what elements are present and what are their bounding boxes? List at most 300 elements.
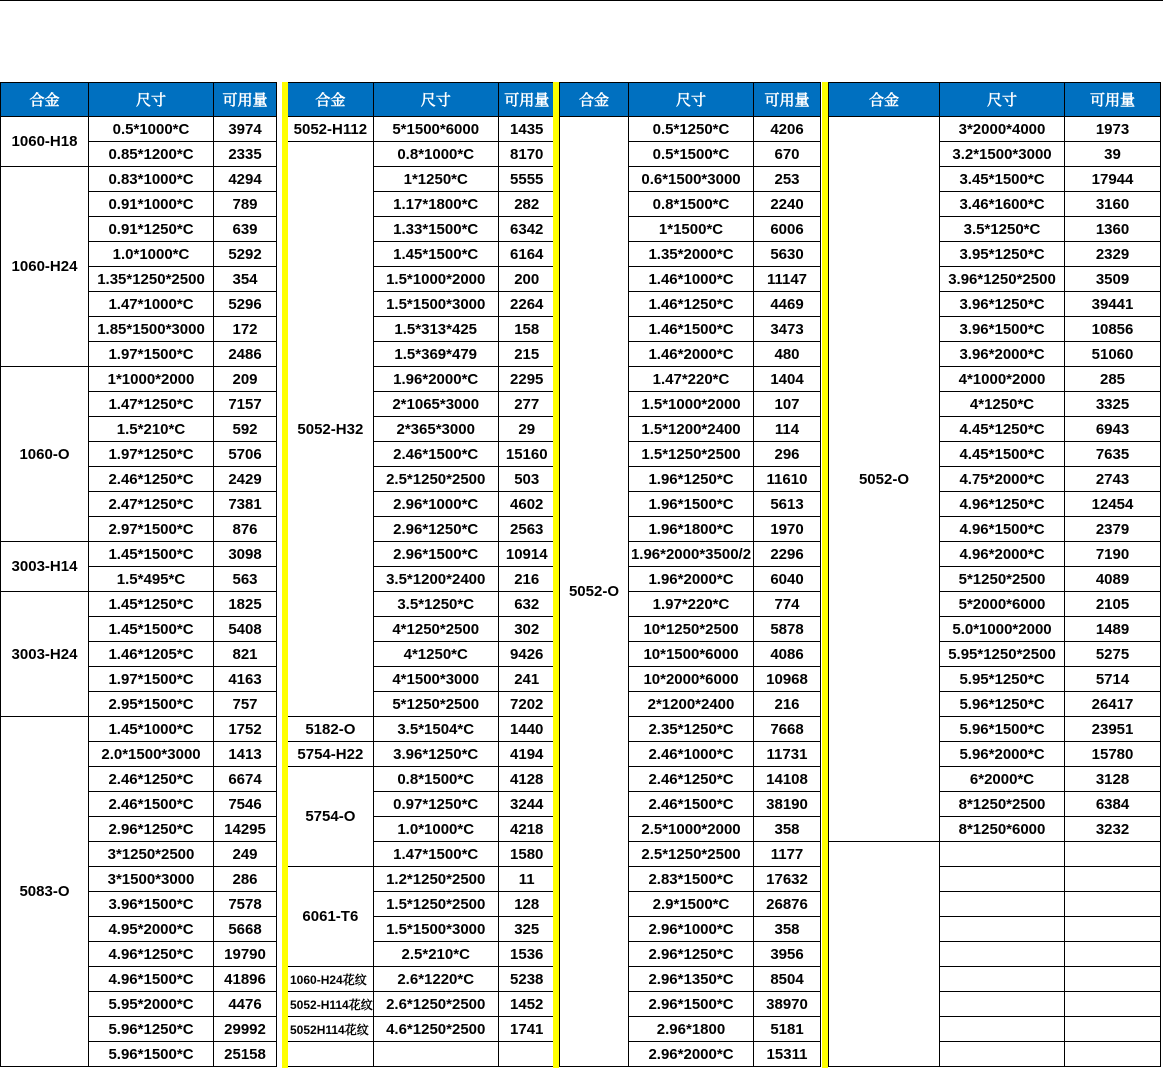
size-cell: 1.45*1500*C [89, 617, 214, 642]
size-cell: 5*2000*6000 [940, 592, 1065, 617]
size-cell: 4*1250*C [373, 642, 498, 667]
size-cell: 4*1250*2500 [373, 617, 498, 642]
quantity-cell: 29 [498, 417, 555, 442]
size-cell: 1.17*1800*C [373, 192, 498, 217]
size-cell: 1.5*1250*2500 [373, 892, 498, 917]
size-cell: 2.96*1500*C [373, 542, 498, 567]
alloy-cell: 5052H114花纹 [288, 1017, 374, 1042]
size-cell: 2*1200*2400 [629, 692, 754, 717]
quantity-cell: 2264 [498, 292, 555, 317]
quantity-cell: 1452 [498, 992, 555, 1017]
quantity-cell: 39441 [1065, 292, 1161, 317]
column-separator-1 [282, 82, 288, 1068]
quantity-cell: 6384 [1065, 792, 1161, 817]
quantity-cell: 4294 [214, 167, 277, 192]
size-cell: 1.97*1500*C [89, 342, 214, 367]
size-cell: 3.5*1200*2400 [373, 567, 498, 592]
quantity-cell: 3974 [214, 117, 277, 142]
quantity-cell: 5408 [214, 617, 277, 642]
size-cell: 2*1065*3000 [373, 392, 498, 417]
quantity-cell: 285 [1065, 367, 1161, 392]
quantity-cell: 114 [754, 417, 821, 442]
quantity-cell: 38190 [754, 792, 821, 817]
quantity-cell: 1489 [1065, 617, 1161, 642]
quantity-cell: 23951 [1065, 717, 1161, 742]
alloy-cell: 1060-H24 [1, 167, 89, 367]
quantity-cell: 1741 [498, 1017, 555, 1042]
alloy-cell: 5052-O [560, 117, 629, 1067]
size-cell: 3.96*1250*C [373, 742, 498, 767]
quantity-cell: 1825 [214, 592, 277, 617]
size-cell [940, 1017, 1065, 1042]
quantity-cell: 1970 [754, 517, 821, 542]
quantity-cell: 4128 [498, 767, 555, 792]
quantity-cell [1065, 992, 1161, 1017]
quantity-cell: 7635 [1065, 442, 1161, 467]
quantity-cell [498, 1042, 555, 1067]
size-cell: 1.47*1250*C [89, 392, 214, 417]
size-cell: 3.96*1250*C [940, 292, 1065, 317]
size-cell: 6*2000*C [940, 767, 1065, 792]
quantity-cell: 15160 [498, 442, 555, 467]
quantity-cell: 6943 [1065, 417, 1161, 442]
quantity-cell: 789 [214, 192, 277, 217]
quantity-cell: 6164 [498, 242, 555, 267]
quantity-cell: 774 [754, 592, 821, 617]
size-cell: 2.96*1250*C [629, 942, 754, 967]
size-cell: 5*1250*2500 [940, 567, 1065, 592]
size-cell: 1.35*1250*2500 [89, 267, 214, 292]
quantity-cell: 2329 [1065, 242, 1161, 267]
size-cell: 5*1500*6000 [373, 117, 498, 142]
quantity-cell: 358 [754, 817, 821, 842]
size-cell: 1.0*1000*C [89, 242, 214, 267]
quantity-cell: 5181 [754, 1017, 821, 1042]
alloy-cell [288, 1042, 374, 1067]
size-cell: 0.8*1500*C [629, 192, 754, 217]
alloy-cell: 5052-O [829, 117, 940, 842]
quantity-cell: 19790 [214, 942, 277, 967]
quantity-cell: 2429 [214, 467, 277, 492]
quantity-cell: 2743 [1065, 467, 1161, 492]
size-cell: 3.45*1500*C [940, 167, 1065, 192]
inventory-table [0, 82, 277, 1067]
size-cell: 0.83*1000*C [89, 167, 214, 192]
size-cell: 3.96*1500*C [89, 892, 214, 917]
size-cell: 2.6*1220*C [373, 967, 498, 992]
size-cell: 1.2*1250*2500 [373, 867, 498, 892]
size-cell: 3.96*2000*C [940, 342, 1065, 367]
size-cell [940, 867, 1065, 892]
quantity-cell: 241 [498, 667, 555, 692]
size-cell: 2.46*1000*C [629, 742, 754, 767]
size-cell: 4*1000*2000 [940, 367, 1065, 392]
size-cell: 0.5*1000*C [89, 117, 214, 142]
quantity-cell: 9426 [498, 642, 555, 667]
size-cell: 5.96*1500*C [940, 717, 1065, 742]
size-cell: 4.95*2000*C [89, 917, 214, 942]
size-cell: 1.5*313*425 [373, 317, 498, 342]
alloy-cell [829, 842, 940, 1067]
size-cell: 1.5*495*C [89, 567, 214, 592]
quantity-cell: 296 [754, 442, 821, 467]
quantity-cell: 5296 [214, 292, 277, 317]
table-row [829, 117, 1161, 142]
size-cell: 0.8*1000*C [373, 142, 498, 167]
size-cell: 2.46*1250*C [89, 467, 214, 492]
quantity-cell [1065, 942, 1161, 967]
quantity-cell: 2379 [1065, 517, 1161, 542]
quantity-cell: 302 [498, 617, 555, 642]
size-cell: 4.96*1250*C [940, 492, 1065, 517]
size-cell: 5*1250*2500 [373, 692, 498, 717]
size-cell: 2.96*1500*C [629, 992, 754, 1017]
header-row [829, 83, 1161, 117]
size-cell: 2.5*1250*2500 [629, 842, 754, 867]
size-cell: 3.5*1250*C [373, 592, 498, 617]
table-row [288, 1042, 556, 1067]
quantity-cell: 3473 [754, 317, 821, 342]
quantity-cell: 1536 [498, 942, 555, 967]
size-cell [940, 942, 1065, 967]
quantity-cell: 4206 [754, 117, 821, 142]
alloy-cell: 1060-O [1, 367, 89, 542]
quantity-cell: 17632 [754, 867, 821, 892]
size-cell: 2.46*1250*C [89, 767, 214, 792]
quantity-cell: 5275 [1065, 642, 1161, 667]
size-cell: 2.46*1500*C [89, 792, 214, 817]
quantity-cell: 249 [214, 842, 277, 867]
quantity-cell: 3098 [214, 542, 277, 567]
quantity-cell: 1435 [498, 117, 555, 142]
size-cell: 1.46*2000*C [629, 342, 754, 367]
quantity-cell: 38970 [754, 992, 821, 1017]
quantity-cell [1065, 842, 1161, 867]
quantity-cell: 8170 [498, 142, 555, 167]
quantity-cell: 876 [214, 517, 277, 542]
quantity-cell: 5238 [498, 967, 555, 992]
table-row [288, 717, 556, 742]
table-row [829, 842, 1161, 867]
alloy-cell: 5052-H32 [288, 142, 374, 717]
header-row [1, 83, 277, 117]
quantity-cell: 286 [214, 867, 277, 892]
quantity-cell: 1752 [214, 717, 277, 742]
quantity-cell: 7157 [214, 392, 277, 417]
size-cell: 1.96*1250*C [629, 467, 754, 492]
quantity-header: 可用量 [214, 83, 277, 117]
size-cell: 2.5*210*C [373, 942, 498, 967]
size-cell: 2.95*1500*C [89, 692, 214, 717]
size-cell: 4*1250*C [940, 392, 1065, 417]
size-cell: 2.35*1250*C [629, 717, 754, 742]
alloy-cell: 6061-T6 [288, 867, 374, 967]
quantity-cell: 10968 [754, 667, 821, 692]
alloy-cell: 3003-H24 [1, 592, 89, 717]
quantity-header: 可用量 [498, 83, 555, 117]
inventory-table [287, 82, 556, 1067]
quantity-cell: 51060 [1065, 342, 1161, 367]
quantity-cell: 107 [754, 392, 821, 417]
size-cell: 5.0*1000*2000 [940, 617, 1065, 642]
quantity-cell: 2563 [498, 517, 555, 542]
quantity-cell: 4089 [1065, 567, 1161, 592]
alloy-cell: 5754-O [288, 767, 374, 867]
quantity-cell: 358 [754, 917, 821, 942]
size-cell: 2.46*1500*C [373, 442, 498, 467]
size-cell: 1.5*1500*3000 [373, 917, 498, 942]
size-cell: 1*1000*2000 [89, 367, 214, 392]
quantity-cell: 5292 [214, 242, 277, 267]
size-cell: 2.96*2000*C [629, 1042, 754, 1067]
size-cell: 10*1500*6000 [629, 642, 754, 667]
quantity-cell: 563 [214, 567, 277, 592]
quantity-cell: 5613 [754, 492, 821, 517]
quantity-cell: 2240 [754, 192, 821, 217]
size-cell [940, 892, 1065, 917]
size-cell: 1.47*1000*C [89, 292, 214, 317]
size-cell: 2.96*1350*C [629, 967, 754, 992]
size-cell: 1.5*210*C [89, 417, 214, 442]
alloy-cell: 1060-H24花纹 [288, 967, 374, 992]
table-row [1, 542, 277, 567]
size-cell: 4.75*2000*C [940, 467, 1065, 492]
quantity-cell: 7546 [214, 792, 277, 817]
size-cell: 4.6*1250*2500 [373, 1017, 498, 1042]
quantity-cell: 216 [754, 692, 821, 717]
quantity-cell: 3509 [1065, 267, 1161, 292]
size-cell: 2.6*1250*2500 [373, 992, 498, 1017]
quantity-cell: 7381 [214, 492, 277, 517]
size-cell: 1.96*2000*3500/2 [629, 542, 754, 567]
size-cell: 1*1500*C [629, 217, 754, 242]
table-row [288, 742, 556, 767]
quantity-cell: 3244 [498, 792, 555, 817]
quantity-cell: 5706 [214, 442, 277, 467]
size-cell: 2.96*1250*C [89, 817, 214, 842]
size-cell: 0.85*1200*C [89, 142, 214, 167]
quantity-cell: 2335 [214, 142, 277, 167]
column-separator-3 [822, 82, 828, 1068]
size-cell: 1.96*2000*C [629, 567, 754, 592]
alloy-header: 合金 [560, 83, 629, 117]
alloy-cell: 5754-H22 [288, 742, 374, 767]
quantity-cell: 216 [498, 567, 555, 592]
size-header: 尺寸 [940, 83, 1065, 117]
quantity-cell: 1440 [498, 717, 555, 742]
quantity-cell: 15780 [1065, 742, 1161, 767]
quantity-cell: 3232 [1065, 817, 1161, 842]
column-separator-2 [553, 82, 559, 1068]
size-cell: 2.96*1000*C [629, 917, 754, 942]
table-row [1, 167, 277, 192]
inventory-panel-3 [559, 82, 821, 1067]
quantity-cell: 15311 [754, 1042, 821, 1067]
size-cell: 1.46*1250*C [629, 292, 754, 317]
alloy-cell: 5083-O [1, 717, 89, 1067]
quantity-cell: 2105 [1065, 592, 1161, 617]
size-cell: 1.47*1500*C [373, 842, 498, 867]
size-cell: 4.96*1250*C [89, 942, 214, 967]
size-cell: 2.97*1500*C [89, 517, 214, 542]
table-row [1, 367, 277, 392]
quantity-cell: 4476 [214, 992, 277, 1017]
size-cell: 0.8*1500*C [373, 767, 498, 792]
size-cell: 3.96*1500*C [940, 317, 1065, 342]
quantity-cell: 41896 [214, 967, 277, 992]
inventory-panel-4 [828, 82, 1161, 1067]
quantity-cell: 3956 [754, 942, 821, 967]
size-cell: 1.46*1500*C [629, 317, 754, 342]
quantity-cell [1065, 1042, 1161, 1067]
quantity-header: 可用量 [1065, 83, 1161, 117]
quantity-cell: 592 [214, 417, 277, 442]
alloy-cell: 5052-H112 [288, 117, 374, 142]
quantity-cell [1065, 917, 1161, 942]
quantity-cell: 1177 [754, 842, 821, 867]
size-cell: 1.35*2000*C [629, 242, 754, 267]
quantity-cell: 6040 [754, 567, 821, 592]
size-cell: 1.45*1000*C [89, 717, 214, 742]
table-row [288, 142, 556, 167]
quantity-cell [1065, 867, 1161, 892]
size-cell: 3.5*1504*C [373, 717, 498, 742]
quantity-cell: 5630 [754, 242, 821, 267]
quantity-cell [1065, 967, 1161, 992]
quantity-cell: 4218 [498, 817, 555, 842]
quantity-cell: 172 [214, 317, 277, 342]
size-cell: 1.5*1000*2000 [373, 267, 498, 292]
quantity-cell: 17944 [1065, 167, 1161, 192]
quantity-cell: 10856 [1065, 317, 1161, 342]
quantity-cell: 7578 [214, 892, 277, 917]
alloy-header: 合金 [829, 83, 940, 117]
quantity-cell [1065, 1017, 1161, 1042]
quantity-cell: 1973 [1065, 117, 1161, 142]
table-row [288, 117, 556, 142]
size-cell: 2.96*1250*C [373, 517, 498, 542]
quantity-cell: 11147 [754, 267, 821, 292]
quantity-cell: 12454 [1065, 492, 1161, 517]
size-cell: 1.46*1000*C [629, 267, 754, 292]
quantity-cell: 10914 [498, 542, 555, 567]
quantity-cell: 25158 [214, 1042, 277, 1067]
size-cell: 0.5*1500*C [629, 142, 754, 167]
size-cell: 2.47*1250*C [89, 492, 214, 517]
header-row [288, 83, 556, 117]
quantity-cell: 7202 [498, 692, 555, 717]
quantity-cell: 2296 [754, 542, 821, 567]
size-cell: 5.95*2000*C [89, 992, 214, 1017]
quantity-cell: 6674 [214, 767, 277, 792]
size-cell: 3.95*1250*C [940, 242, 1065, 267]
size-cell: 4.96*2000*C [940, 542, 1065, 567]
size-cell: 3*1500*3000 [89, 867, 214, 892]
quantity-cell: 670 [754, 142, 821, 167]
size-cell: 1.85*1500*3000 [89, 317, 214, 342]
size-cell: 3.96*1250*2500 [940, 267, 1065, 292]
alloy-header: 合金 [1, 83, 89, 117]
quantity-header: 可用量 [754, 83, 821, 117]
quantity-cell: 639 [214, 217, 277, 242]
size-cell: 3*2000*4000 [940, 117, 1065, 142]
size-cell: 0.97*1250*C [373, 792, 498, 817]
size-cell [940, 917, 1065, 942]
table-row [1, 592, 277, 617]
table-row [288, 992, 556, 1017]
quantity-cell: 6342 [498, 217, 555, 242]
size-cell: 2.46*1500*C [629, 792, 754, 817]
quantity-cell: 2486 [214, 342, 277, 367]
table-row [288, 967, 556, 992]
quantity-cell: 4469 [754, 292, 821, 317]
inventory-table [559, 82, 821, 1067]
quantity-cell: 14108 [754, 767, 821, 792]
quantity-cell [1065, 892, 1161, 917]
size-cell: 5.95*1250*2500 [940, 642, 1065, 667]
inventory-table [828, 82, 1161, 1067]
size-cell: 1.97*220*C [629, 592, 754, 617]
quantity-cell: 3128 [1065, 767, 1161, 792]
header-row [560, 83, 821, 117]
quantity-cell: 11610 [754, 467, 821, 492]
quantity-cell: 4163 [214, 667, 277, 692]
size-cell: 5.96*1250*C [89, 1017, 214, 1042]
table-row [1, 117, 277, 142]
size-cell: 2.46*1250*C [629, 767, 754, 792]
size-cell: 4.96*1500*C [940, 517, 1065, 542]
quantity-cell: 26417 [1065, 692, 1161, 717]
quantity-cell: 11731 [754, 742, 821, 767]
size-cell: 2*365*3000 [373, 417, 498, 442]
size-cell: 5.95*1250*C [940, 667, 1065, 692]
inventory-panel-2 [287, 82, 556, 1067]
size-cell: 3*1250*2500 [89, 842, 214, 867]
size-cell [940, 1042, 1065, 1067]
size-cell: 1.96*2000*C [373, 367, 498, 392]
quantity-cell: 3160 [1065, 192, 1161, 217]
size-cell: 1.33*1500*C [373, 217, 498, 242]
alloy-cell: 3003-H14 [1, 542, 89, 592]
size-cell [940, 967, 1065, 992]
quantity-cell: 3325 [1065, 392, 1161, 417]
quantity-cell: 325 [498, 917, 555, 942]
quantity-cell: 354 [214, 267, 277, 292]
size-cell: 1.96*1500*C [629, 492, 754, 517]
size-cell: 1*1250*C [373, 167, 498, 192]
quantity-cell: 2295 [498, 367, 555, 392]
quantity-cell: 5878 [754, 617, 821, 642]
quantity-cell: 209 [214, 367, 277, 392]
table-row [288, 767, 556, 792]
size-cell: 10*2000*6000 [629, 667, 754, 692]
alloy-cell: 5182-O [288, 717, 374, 742]
quantity-cell: 277 [498, 392, 555, 417]
size-cell: 8*1250*2500 [940, 792, 1065, 817]
quantity-cell: 14295 [214, 817, 277, 842]
size-cell: 2.83*1500*C [629, 867, 754, 892]
alloy-cell: 1060-H18 [1, 117, 89, 167]
size-cell: 2.0*1500*3000 [89, 742, 214, 767]
quantity-cell: 39 [1065, 142, 1161, 167]
size-cell: 10*1250*2500 [629, 617, 754, 642]
size-cell: 3.46*1600*C [940, 192, 1065, 217]
quantity-cell: 253 [754, 167, 821, 192]
size-cell [940, 992, 1065, 1017]
quantity-cell: 757 [214, 692, 277, 717]
table-row [288, 867, 556, 892]
quantity-cell: 7190 [1065, 542, 1161, 567]
